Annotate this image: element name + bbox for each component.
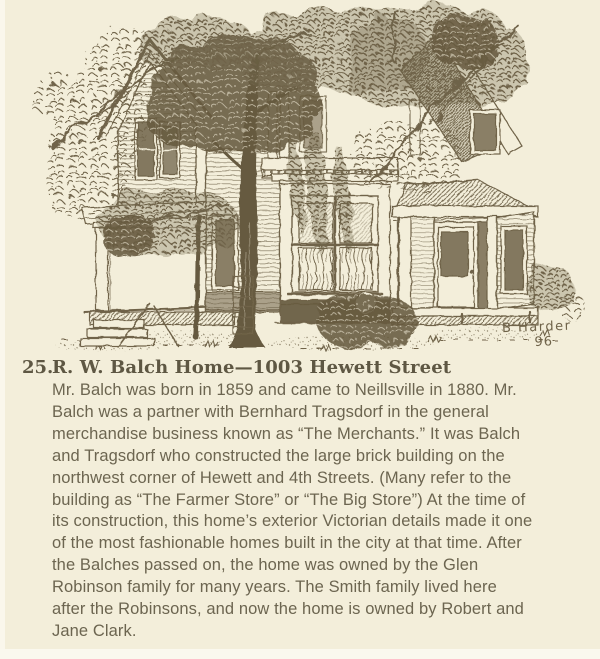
caption-heading: [22, 357, 600, 378]
scan-edge-left: [0, 0, 5, 659]
listing-number: 25.: [22, 357, 54, 378]
front-bush: [318, 293, 419, 347]
signature-name: B Harder: [501, 318, 572, 337]
signature-year: 96: [534, 334, 554, 350]
description-line: northwest corner of Hewett and 4th Streets. (Many refer to the: [52, 468, 512, 487]
description-line: Balch was a partner with Bernhard Tragsdorf in the general: [52, 402, 489, 421]
description-line: after the Robinsons, and now the home is owned by Robert and: [52, 600, 524, 619]
caption-block: [0, 352, 600, 643]
description-line: Jane Clark.: [52, 621, 137, 640]
description-line: Robinson family for many years. The Smith family lived here: [52, 578, 497, 597]
entry-porch: [392, 180, 538, 325]
description-line: and Tragsdorf who constructed the large brick building on the: [52, 446, 505, 465]
description-line: of the most fashionable homes built in the city at that time. After: [52, 534, 522, 553]
description-line: its construction, this home’s exterior Victorian details made it one: [52, 512, 533, 531]
listing-description: [52, 380, 562, 643]
description-line: building as “The Farmer Store” or “The Big Store”) At the time of: [52, 490, 526, 509]
scan-edge-bottom: [0, 649, 600, 659]
artist-signature: [502, 319, 573, 351]
description-line: the Balches passed on, the home was owned by the Glen: [52, 556, 479, 575]
listing-title: R. W. Balch Home—1003 Hewett Street: [52, 357, 452, 378]
description-line: Mr. Balch was born in 1859 and came to Neillsville in 1880. Mr.: [52, 381, 517, 399]
description-line: merchandise business known as “The Merchants.” It was Balch: [52, 424, 521, 443]
